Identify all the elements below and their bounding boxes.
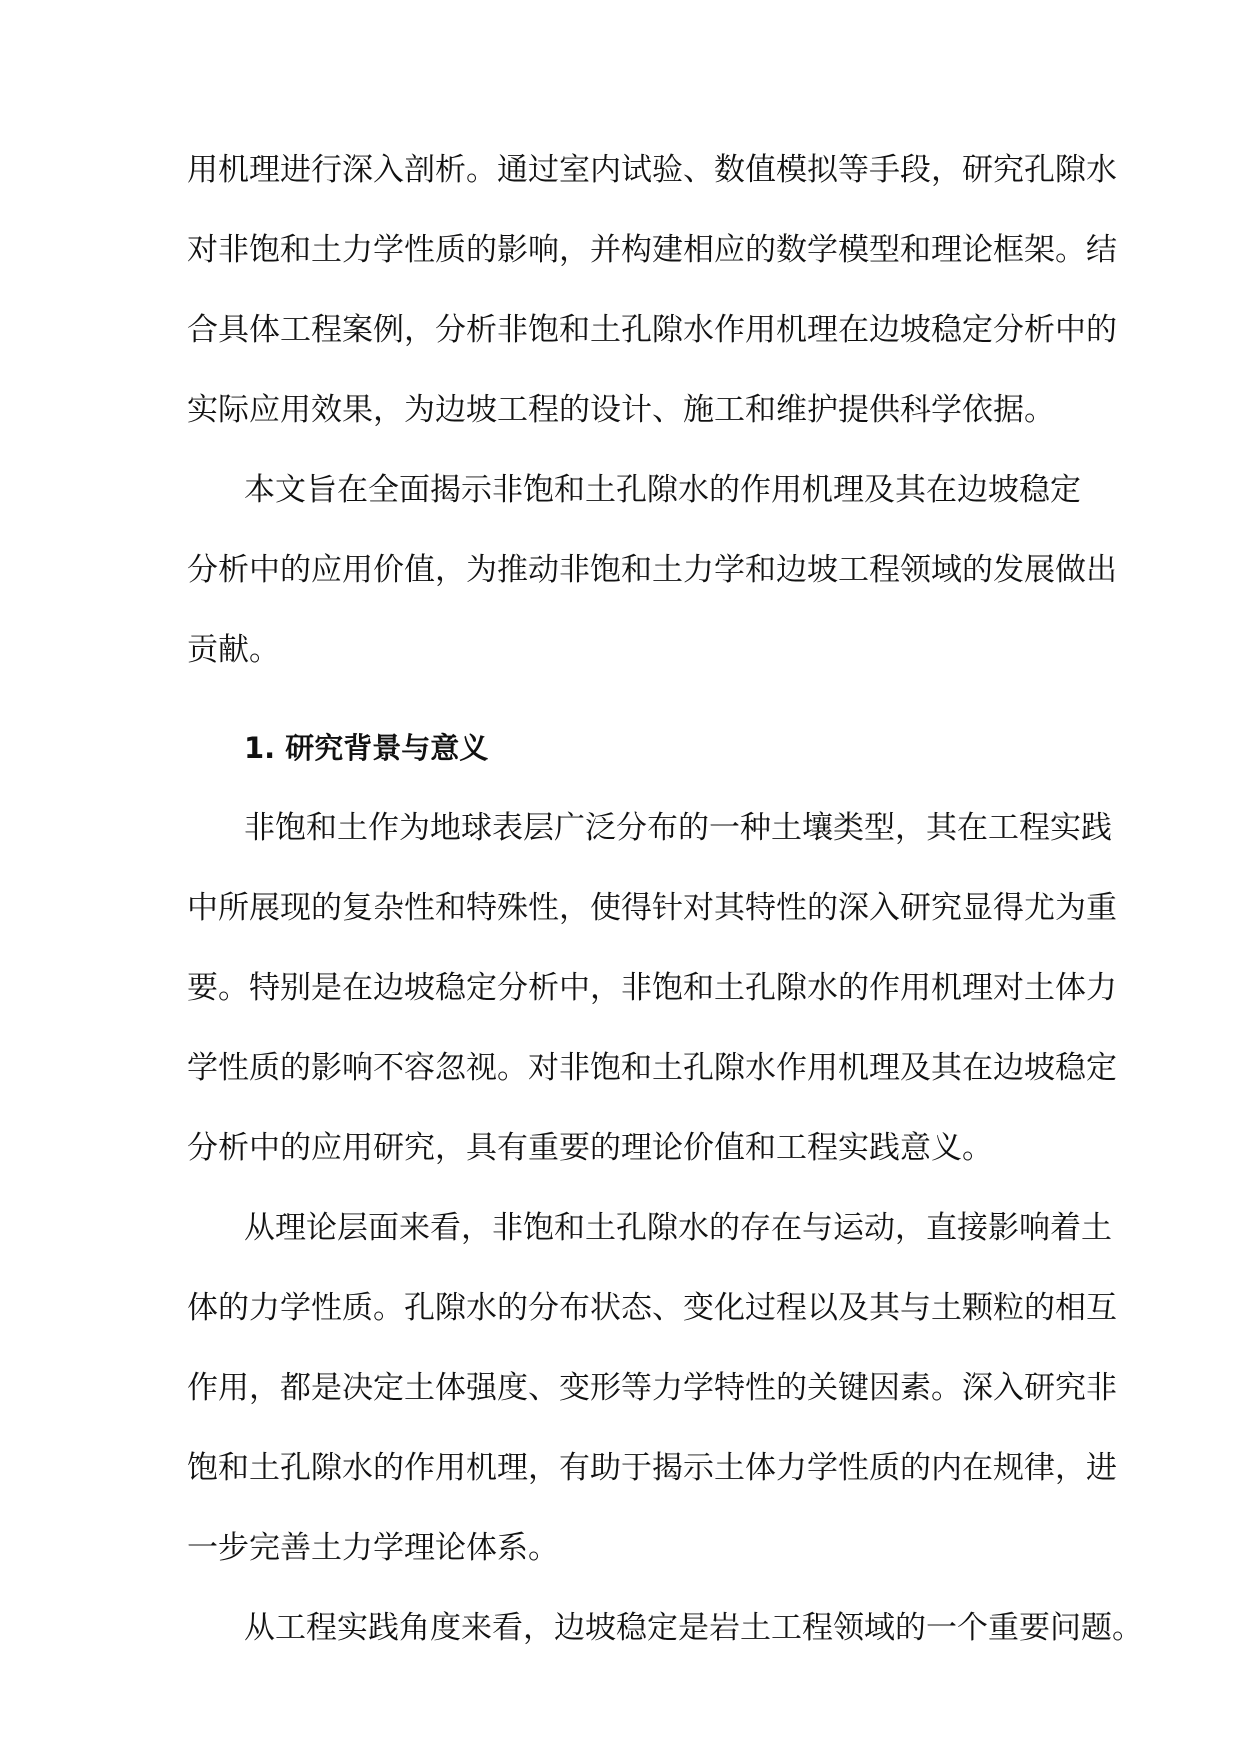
text-line: 非饱和土作为地球表层广泛分布的一种土壤类型，其在工程实践 (244, 810, 1112, 846)
text-line: 对非饱和土力学性质的影响，并构建相应的数学模型和理论框架。结 (187, 232, 1117, 268)
text-line: 学性质的影响不容忽视。对非饱和土孔隙水作用机理及其在边坡稳定 (187, 1050, 1117, 1086)
text-line: 一步完善土力学理论体系。 (187, 1530, 559, 1566)
text-line: 合具体工程案例，分析非饱和土孔隙水作用机理在边坡稳定分析中的 (187, 312, 1117, 348)
text-line: 要。特别是在边坡稳定分析中，非饱和土孔隙水的作用机理对土体力 (187, 970, 1117, 1006)
text-line: 从理论层面来看，非饱和土孔隙水的存在与运动，直接影响着土 (244, 1210, 1112, 1246)
text-line: 本文旨在全面揭示非饱和土孔隙水的作用机理及其在边坡稳定 (244, 472, 1081, 508)
text-line: 贡献。 (187, 632, 280, 668)
text-line: 体的力学性质。孔隙水的分布状态、变化过程以及其与土颗粒的相互 (187, 1290, 1117, 1326)
text-line: 分析中的应用研究，具有重要的理论价值和工程实践意义。 (187, 1130, 993, 1166)
text-line: 中所展现的复杂性和特殊性，使得针对其特性的深入研究显得尤为重 (187, 890, 1117, 926)
text-line: 饱和土孔隙水的作用机理，有助于揭示土体力学性质的内在规律，进 (187, 1450, 1117, 1486)
text-line: 实际应用效果，为边坡工程的设计、施工和维护提供科学依据。 (187, 392, 1055, 428)
text-line: 作用，都是决定土体强度、变形等力学特性的关键因素。深入研究非 (187, 1370, 1117, 1406)
text-line: 用机理进行深入剖析。通过室内试验、数值模拟等手段，研究孔隙水 (187, 152, 1117, 188)
section-heading: 1. 研究背景与意义 (244, 731, 489, 765)
text-line: 从工程实践角度来看，边坡稳定是岩土工程领域的一个重要问题。 (244, 1610, 1143, 1646)
text-line: 分析中的应用价值，为推动非饱和土力学和边坡工程领域的发展做出 (187, 552, 1117, 588)
